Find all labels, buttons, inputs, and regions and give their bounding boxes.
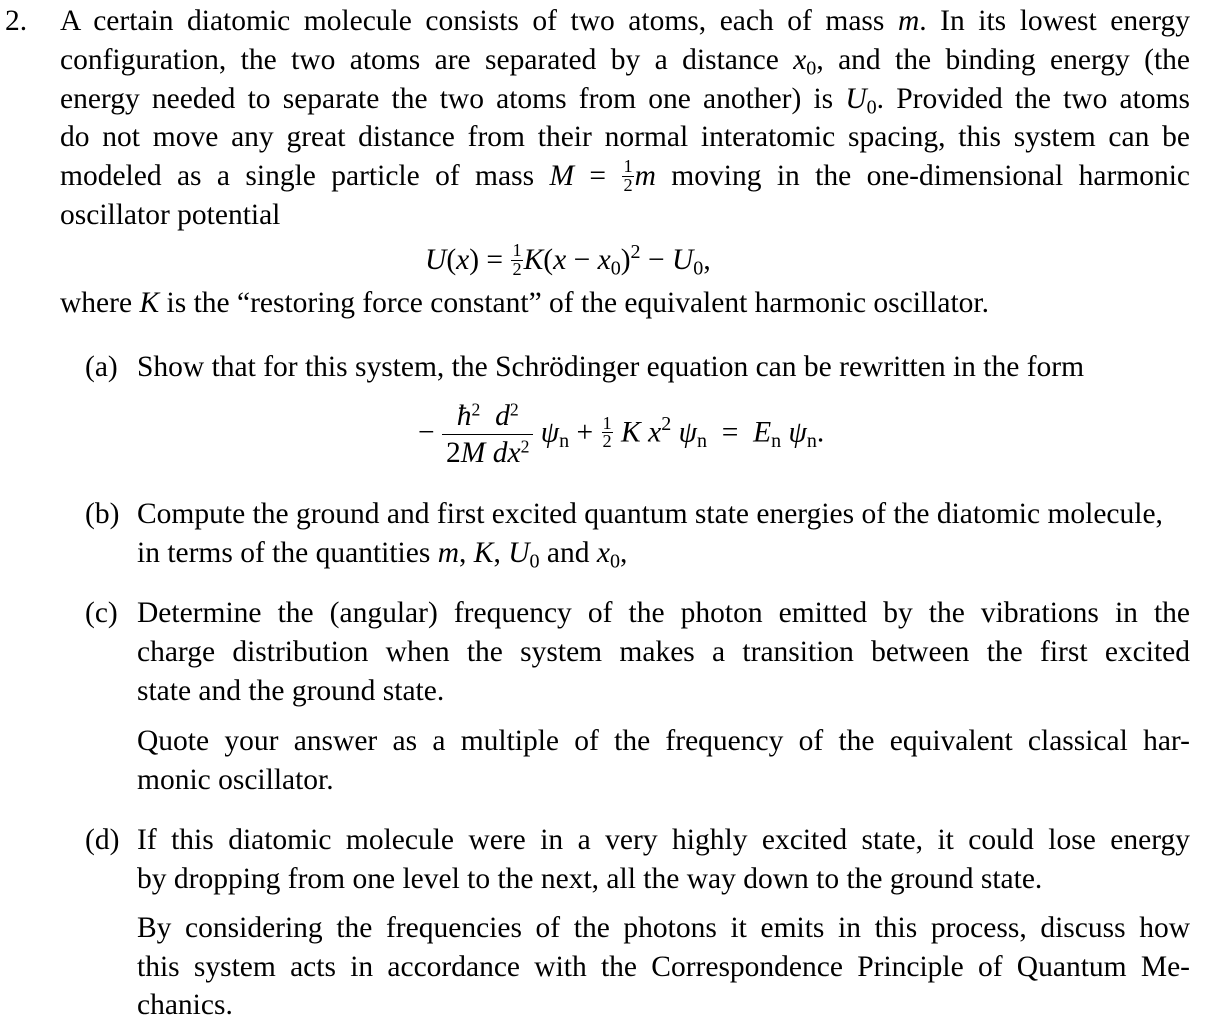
part-c-line-2: charge distribution when the system makes a transition between the first excited (137, 636, 1190, 668)
part-d-line-2: by dropping from one level to the next, all the way down to the ground state. (137, 863, 1043, 895)
intro-line-3: energy needed to separate the two atoms from one another) is $U_0$. Provided the two atoms (60, 83, 1190, 119)
intro-line-5: modeled as a single particle of mass M = $\frac{1}{2}$ m moving in the one-dimensional harmonic (60, 156, 1190, 195)
part-d-followup-3: chanics. (137, 989, 233, 1021)
part-d-label: (d) (85, 824, 120, 856)
intro-line-2: configuration, the two atoms are separated by a distance $x_0$, and the binding energy (the (60, 44, 1190, 80)
part-b-line-1: Compute the ground and first excited quantum state energies of the diatomic molecule, (137, 498, 1163, 530)
part-c-line-3: state and the ground state. (137, 675, 445, 707)
part-c-line-1: Determine the (angular) frequency of the photon emitted by the vibrations in the (137, 597, 1190, 629)
part-d-followup-2: this system acts in accordance with the Correspondence Principle of Quantum Me- (137, 951, 1190, 983)
intro-line-6: oscillator potential (60, 199, 281, 231)
potential-equation: U(x) = $\frac{1}{2}$ $K(x - x_0)^2 - U_0$, (425, 240, 711, 280)
part-d-followup-1: By considering the frequencies of the photons it emits in this process, discuss how (137, 912, 1190, 944)
part-a-text: Show that for this system, the Schrödinger equation can be rewritten in the form (137, 351, 1085, 383)
intro-line-1: A certain diatomic molecule consists of two atoms, each of mass m. In its lowest energy (60, 5, 1190, 37)
schrodinger-equation: − $\frac{ħ^2 d^2}{2M dx^2}$ $\psi_n$ + $\frac{1}{2}$ K $x^2$ $\psi_n = E_n$ $\psi_n$. (418, 399, 825, 469)
part-d-line-1: If this diatomic molecule were in a very highly excited state, it could lose energy (137, 824, 1190, 856)
after-equation-text: where K is the “restoring force constant” of the equivalent harmonic oscillator. (60, 287, 989, 319)
part-a-label: (a) (85, 351, 118, 383)
part-c-followup-2: monic oscillator. (137, 764, 334, 796)
part-c-followup-1: Quote your answer as a multiple of the frequency of the equivalent classical har- (137, 725, 1190, 757)
part-b-line-2: in terms of the quantities m, K, $U_0$ and $x_0$, (137, 537, 628, 573)
part-c-label: (c) (85, 597, 118, 629)
problem-number: 2. (5, 5, 28, 37)
intro-line-4: do not move any great distance from their normal interatomic spacing, this system can be (60, 121, 1190, 153)
part-b-label: (b) (85, 498, 120, 530)
